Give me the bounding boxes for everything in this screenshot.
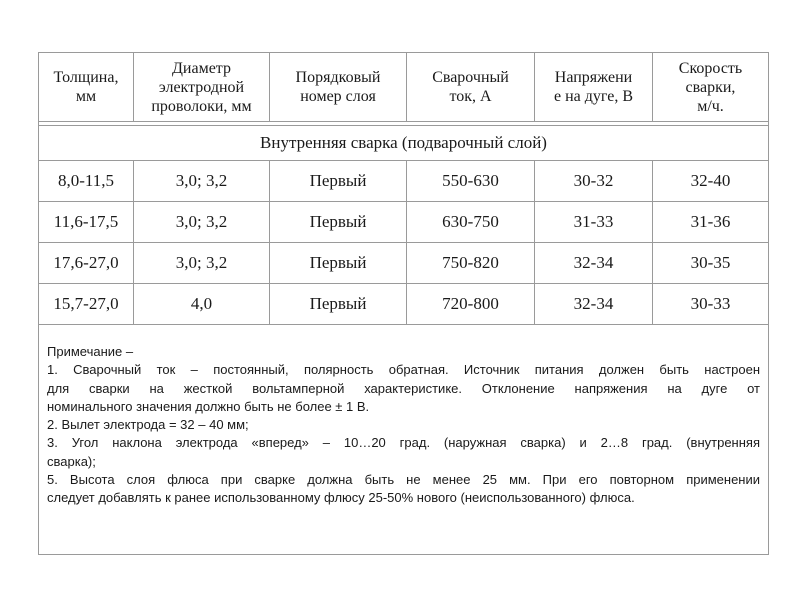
note-line: 1. Сварочный ток – постоянный, полярность обратная. Источник питания должен быть настроен: [47, 362, 760, 378]
cell-welding-speed: 30-33: [653, 284, 769, 325]
cell-wire-diameter: 3,0; 3,2: [134, 243, 270, 284]
header-layer-number: Порядковый номер слоя: [270, 53, 407, 122]
header-arc-voltage: Напряжени е на дуге, В: [535, 53, 653, 122]
notes-row: [39, 325, 769, 555]
cell-layer-number: Первый: [270, 161, 407, 202]
cell-welding-current: 630-750: [407, 202, 535, 243]
table-row: [39, 161, 769, 202]
cell-welding-current: 720-800: [407, 284, 535, 325]
table-row: [39, 202, 769, 243]
cell-welding-current: 550-630: [407, 161, 535, 202]
note-line: номинального значения должно быть не более ± 1 В.: [47, 398, 370, 414]
header-welding-speed: Скорость сварки, м/ч.: [653, 53, 769, 122]
cell-welding-speed: 32-40: [653, 161, 769, 202]
cell-arc-voltage: 30-32: [535, 161, 653, 202]
section-title: Внутренняя сварка (подварочный слой): [39, 126, 769, 161]
cell-thickness: 17,6-27,0: [39, 243, 134, 284]
cell-layer-number: Первый: [270, 284, 407, 325]
notes-block: [39, 325, 769, 555]
note-line: сварка);: [47, 453, 96, 469]
cell-wire-diameter: 4,0: [134, 284, 270, 325]
notes-title: Примечание –: [47, 344, 134, 359]
note-line: следует добавлять к ранее использованному флюсу 25-50% нового (неиспользованного) флюса.: [47, 490, 635, 506]
cell-welding-speed: 31-36: [653, 202, 769, 243]
welding-parameters-table: [38, 52, 769, 555]
cell-layer-number: Первый: [270, 202, 407, 243]
table-row: [39, 243, 769, 284]
cell-thickness: 15,7-27,0: [39, 284, 134, 325]
header-wire-diameter: Диаметр электродной проволоки, мм: [134, 53, 270, 122]
cell-arc-voltage: 32-34: [535, 243, 653, 284]
cell-thickness: 8,0-11,5: [39, 161, 134, 202]
table-row: [39, 284, 769, 325]
cell-layer-number: Первый: [270, 243, 407, 284]
note-line: 2. Вылет электрода = 32 – 40 мм;: [47, 417, 249, 433]
cell-wire-diameter: 3,0; 3,2: [134, 202, 270, 243]
cell-welding-current: 750-820: [407, 243, 535, 284]
note-line: для сварки на жесткой вольтамперной характеристике. Отклонение напряжения на дуге от: [47, 380, 760, 396]
header-thickness: Толщина, мм: [39, 53, 134, 122]
section-row: [39, 126, 769, 161]
cell-arc-voltage: 31-33: [535, 202, 653, 243]
cell-arc-voltage: 32-34: [535, 284, 653, 325]
header-row: [39, 53, 769, 122]
note-line: 5. Высота слоя флюса при сварке должна быть не менее 25 мм. При его повторном применении: [47, 472, 760, 488]
cell-welding-speed: 30-35: [653, 243, 769, 284]
note-line: 3. Угол наклона электрода «вперед» – 10…20 град. (наружная сварка) и 2…8 град. (внутренняя: [47, 435, 760, 451]
cell-wire-diameter: 3,0; 3,2: [134, 161, 270, 202]
cell-thickness: 11,6-17,5: [39, 202, 134, 243]
header-welding-current: Сварочный ток, А: [407, 53, 535, 122]
